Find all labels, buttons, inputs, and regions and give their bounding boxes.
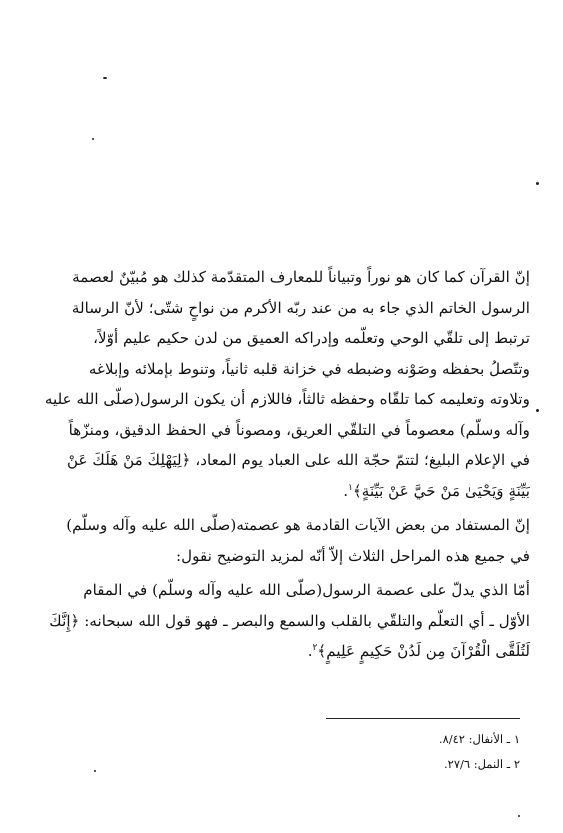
text-line: أمّا الذي يدلّ على عصمة الرسول(صلّى الله عليه وآله وسلّم) في المقام <box>83 581 530 599</box>
text-line: الأوّل ـ أي التعلّم والتلقّي بالقلب والسمع والبصر ـ فهو قول الله سبحانه: ﴿إِنَّكَ <box>49 611 530 630</box>
paragraph-1: إنّ القرآن كما كان هو نوراً وتبياناً للمعارف المتقدّمة كذلك هو مُبيّنٌ لعصمة الرسول الخاتم الذي جاء به من عند ربّه الأكرم من نواحٍ شتّى؛ لأنّ الرسالة ترتبط إلى تلقّي الوحي وتعلّمه وإدراكه العميق من لدن حكيم عليم أوّلاً، وتتّصلُ بحفظه وصَوْنه وضبطه في خزانة قلبه ثانياً، وتنوط بإملائه وإبلاغه وتلاوته وتعليمه كما تلقّاه وحفظه ثالثاً، فاللازم أن يكون الرسول(صلّى الله عليه وآله وسلّم) معصوماً في التلقّي العريق، ومصوناً في الحفظ الدقيق، ومنزّهاً في الإعلام البليغ؛ لتتمّ حجّة الله على العباد يوم المعاد، ﴿لِيَهْلِكَ مَنْ هَلَكَ عَنْ بَيِّنَةٍ وَيَحْيَىٰ مَنْ حَيَّ عَنْ بَيِّنَةٍ﴾$^١$. <box>44 268 530 500</box>
scan-speck <box>518 815 520 817</box>
footnote-item: ١ ـ الأنفال: ٨/٤٢. <box>438 732 520 746</box>
text-line: في الإعلام البليغ؛ لتتمّ حجّة الله على العباد يوم المعاد، ﴿لِيَهْلِكَ مَنْ هَلَكَ عَنْ <box>66 451 530 469</box>
text-line: إنّ المستفاد من بعض الآيات القادمة هو عصمته(صلّى الله عليه وآله وسلّم) <box>66 516 530 534</box>
scan-speck <box>536 409 539 412</box>
scan-speck <box>536 182 539 185</box>
footnotes <box>44 727 520 777</box>
footnote-ref: ١ <box>348 482 353 493</box>
text-line: لَتُلَقَّى الْقُرْآنَ مِن لَدُنْ حَكِيمٍ عَلِيمٍ﴾ <box>317 642 530 660</box>
footnote-divider <box>326 718 520 719</box>
body-text <box>44 262 530 667</box>
footnote-ref: ٢ <box>312 642 318 653</box>
text-line: بَيِّنَةٍ وَيَحْيَىٰ مَنْ حَيَّ عَنْ بَيِّنَةٍ﴾ <box>352 481 530 500</box>
text-line: وتتّصلُ بحفظه وصَوْنه وضبطه في خزانة قلبه ثانياً، وتنوط بإملائه وإبلاغه <box>88 359 530 378</box>
footnote-item: ٢ ـ النمل: ٢٧/٦. <box>444 757 520 771</box>
scan-speck <box>103 77 107 79</box>
text-line: الرسول الخاتم الذي جاء به من عند ربّه الأكرم من نواحٍ شتّى؛ لأنّ الرسالة <box>71 298 530 317</box>
text-line: وآله وسلّم) معصوماً في التلقّي العريق، ومصوناً في الحفظ الدقيق، ومنزّهاً <box>68 420 530 439</box>
text-line: إنّ القرآن كما كان هو نوراً وتبياناً للمعارف المتقدّمة كذلك هو مُبيّنٌ لعصمة <box>72 268 530 286</box>
text-line: في جميع هذه المراحل الثلاث إلاّ أنّه لمزيد التوضيح نقول: <box>176 546 530 565</box>
paragraph-3: أمّا الذي يدلّ على عصمة الرسول(صلّى الله عليه وآله وسلّم) في المقام الأوّل ـ أي التعلّم والتلقّي بالقلب والسمع والبصر ـ فهو قول الله سبحانه: ﴿إِنَّكَ لَتُلَقَّى الْقُرْآنَ مِن لَدُنْ حَكِيمٍ عَلِيمٍ﴾$^٢$. <box>49 581 530 660</box>
text-line: وتلاوته وتعليمه كما تلقّاه وحفظه ثالثاً، فاللازم أن يكون الرسول(صلّى الله عليه <box>44 390 530 408</box>
paragraph-2 <box>44 510 530 571</box>
scan-speck <box>92 138 94 140</box>
text-line: ترتبط إلى تلقّي الوحي وتعلّمه وإدراكه العميق من لدن حكيم عليم أوّلاً، <box>93 329 530 347</box>
